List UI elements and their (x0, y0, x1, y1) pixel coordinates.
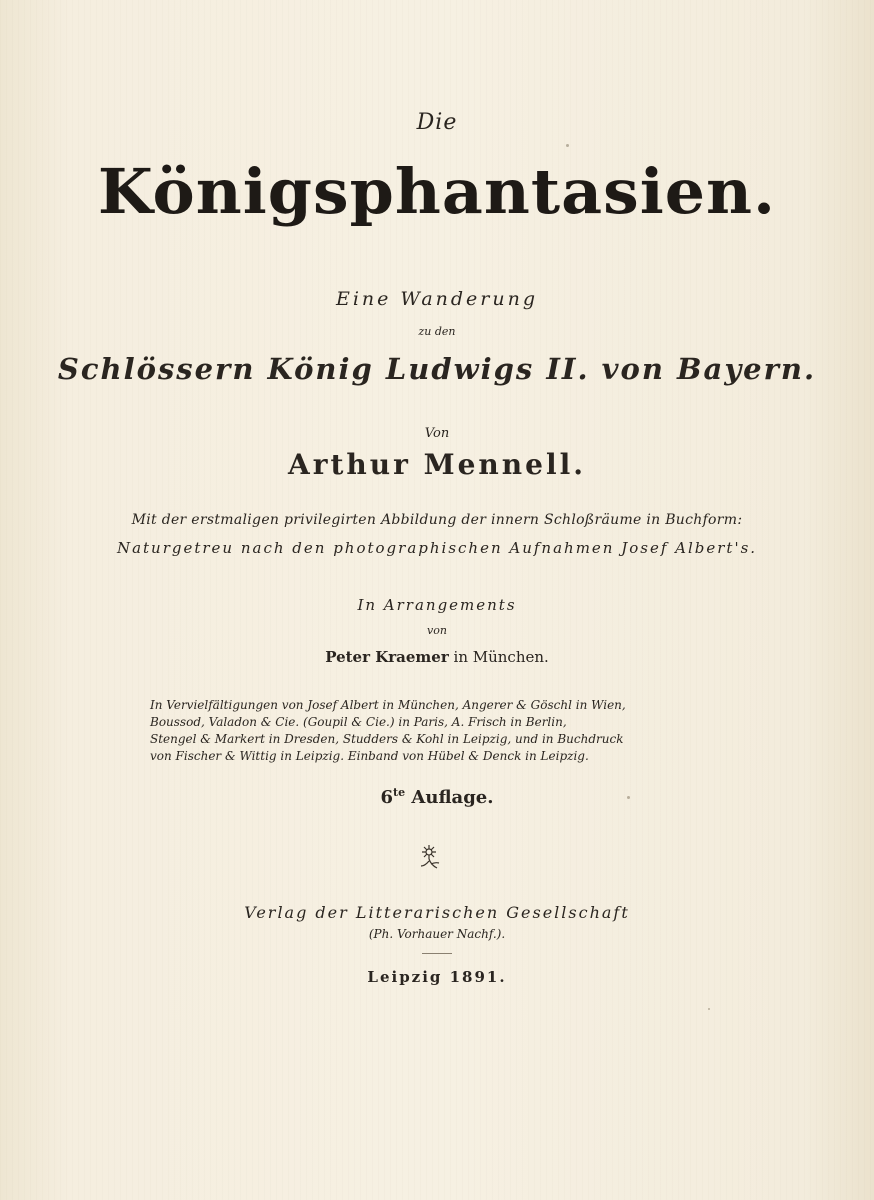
place-and-year: Leipzig 1891. (367, 968, 507, 986)
arrangement-line-1: In Arrangements (357, 596, 517, 614)
paper-fleck (708, 1008, 710, 1010)
by-label: Von (424, 426, 450, 441)
subtitle-line-1: Eine Wanderung (335, 288, 539, 310)
floral-ornament-icon (415, 842, 445, 872)
illustration-note-line-1: Mit der erstmaligen privilegirten Abbildung der innern Schloßräume in Buchform: (131, 512, 743, 528)
subtitle-line-3: Schlössern König Ludwigs II. von Bayern. (57, 352, 817, 386)
publisher-line-2: (Ph. Vorhauer Nachf.). (368, 927, 506, 941)
edition-label (0, 786, 874, 808)
edition-number: 6 (380, 787, 394, 808)
reproduction-line: Boussod, Valadon & Cie. (Goupil & Cie.) in Paris, A. Frisch in Berlin, (150, 715, 567, 729)
reproduction-line: Stengel & Markert in Dresden, Studders & Kohl in Leipzig, und in Buchdruck (150, 732, 624, 746)
reproduction-line: In Vervielfältigungen von Josef Albert in München, Angerer & Göschl in Wien, (150, 698, 626, 712)
author-name: Arthur Mennell. (288, 448, 586, 481)
arranger-place: in München. (448, 648, 549, 666)
edition-suffix: te (393, 786, 406, 799)
paper-fleck (627, 796, 630, 799)
arrangement-line-2: von (427, 624, 447, 637)
illustration-note-line-2: Naturgetreu nach den photographischen Aufnahmen Josef Albert's. (116, 539, 758, 557)
arranger-line (0, 648, 874, 666)
subtitle-line-2: zu den (418, 325, 456, 338)
divider (422, 953, 452, 954)
arranger-name: Peter Kraemer (325, 648, 449, 666)
publisher-line-1: Verlag der Litterarischen Gesellschaft (244, 903, 630, 922)
reproduction-line: von Fischer & Wittig in Leipzig. Einband von Hübel & Denck in Leipzig. (150, 749, 589, 763)
pre-title: Die (416, 110, 458, 135)
paper-fleck (566, 144, 569, 147)
edition-word: Auflage. (405, 787, 494, 808)
book-title: Königsphantasien. (97, 155, 777, 228)
